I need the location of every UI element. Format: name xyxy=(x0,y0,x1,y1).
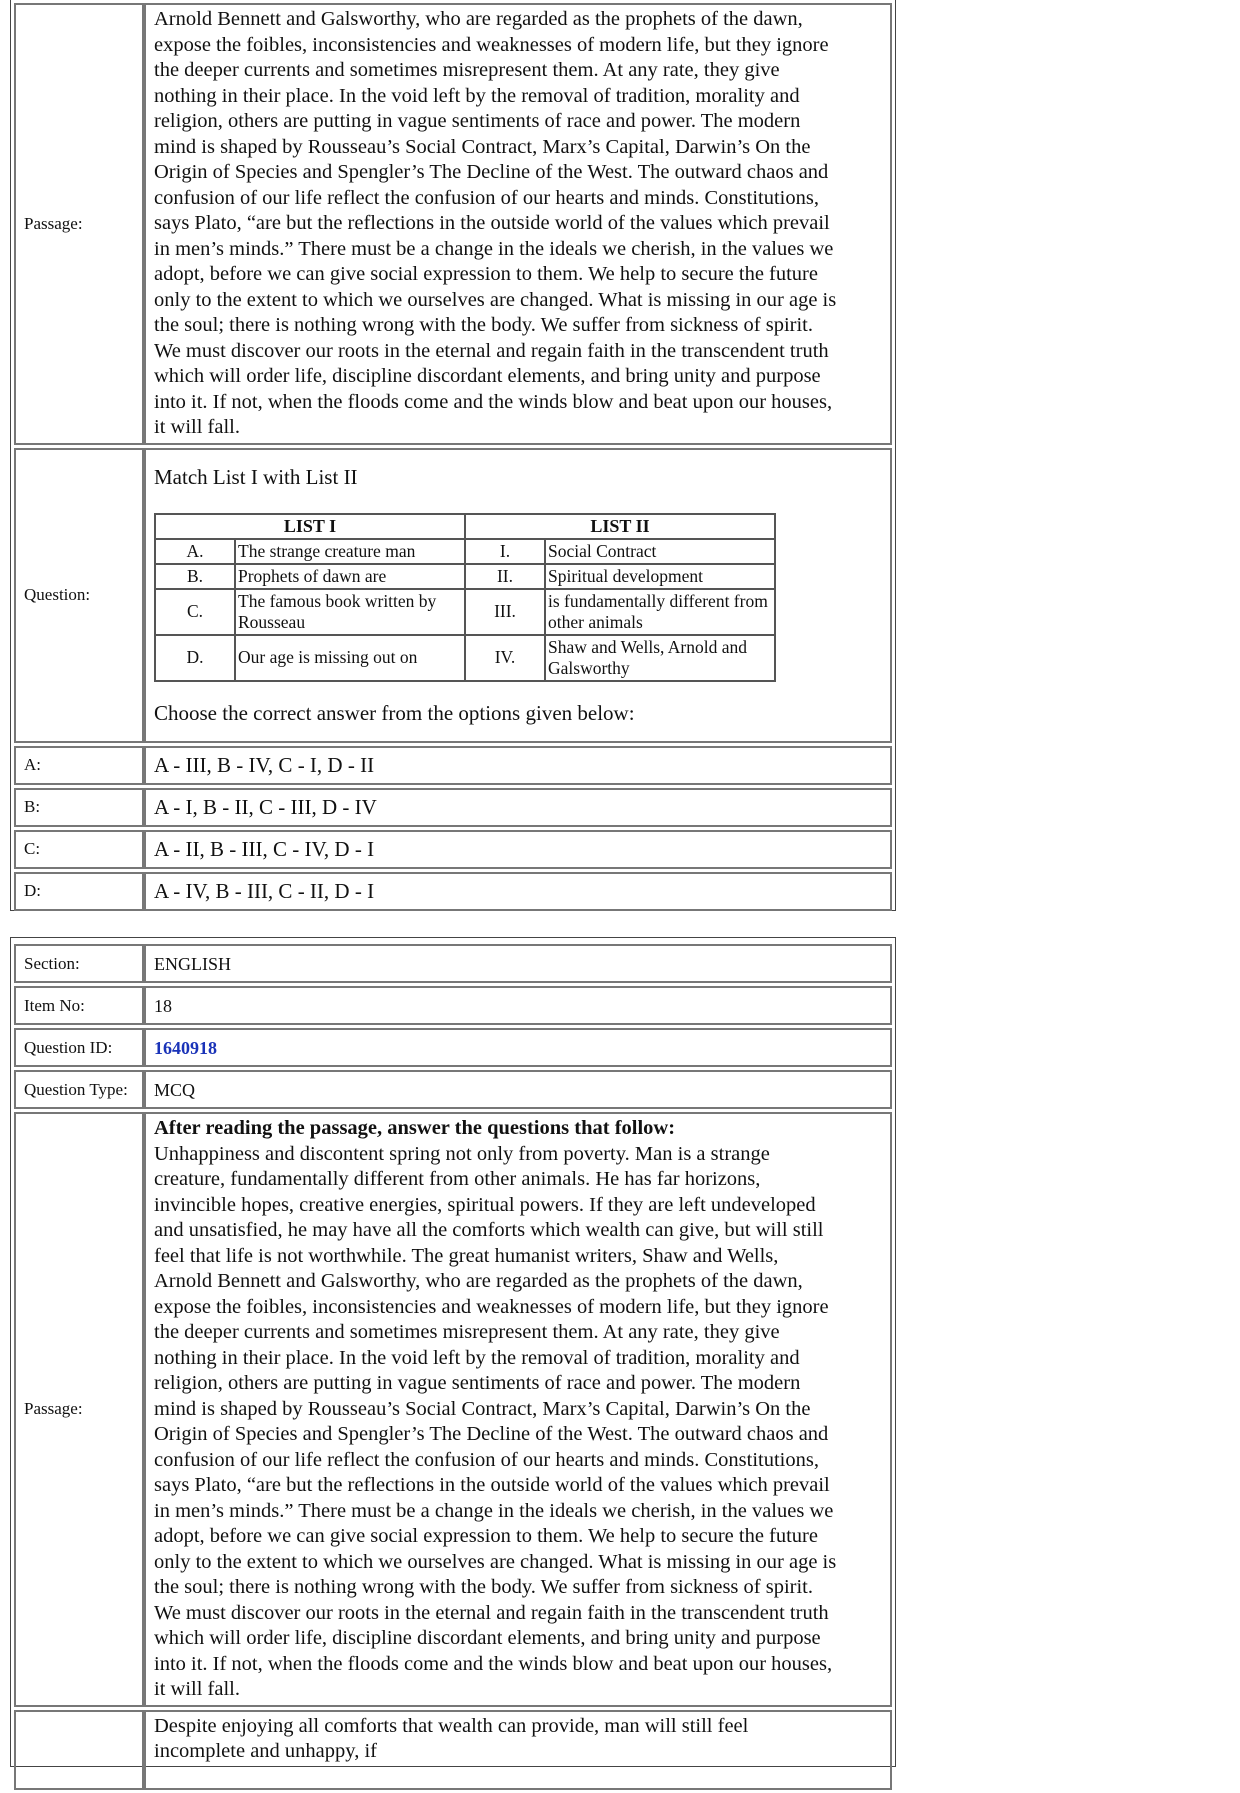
passage-line: adopt, before we can give social expression to them. We help to secure the future xyxy=(154,263,818,285)
passage-line: it will fall. xyxy=(154,416,240,438)
passage-line: Arnold Bennett and Galsworthy, who are regarded as the prophets of the dawn, xyxy=(154,8,803,30)
option-label: C: xyxy=(14,830,144,869)
passage-line: only to the extent to which we ourselves are changed. What is missing in our age is xyxy=(154,288,837,311)
option-text: A - I, B - II, C - III, D - IV xyxy=(144,788,892,827)
passage-line: feel that life is not worthwhile. The great humanist writers, Shaw and Wells, xyxy=(154,1244,779,1267)
passage-line: which will order life, discipline discordant elements, and bring unity and purpose xyxy=(154,365,821,387)
question-line: incomplete and unhappy, if xyxy=(154,1740,377,1762)
passage-line: says Plato, “are but the reflections in the outside world of the values which prevail xyxy=(154,212,830,234)
list-2-item: Shaw and Wells, Arnold and Galsworthy xyxy=(545,635,775,681)
choose-instruction: Choose the correct answer from the options given below: xyxy=(154,700,635,725)
passage-text xyxy=(154,1116,882,1703)
question-cell xyxy=(144,448,892,743)
passage-line: the soul; there is nothing wrong with the body. We suffer from sickness of spirit. xyxy=(154,314,814,336)
list-1-item: The strange creature man xyxy=(235,539,465,564)
option-row xyxy=(14,872,892,911)
option-text: A - IV, B - III, C - II, D - I xyxy=(144,872,892,911)
passage-line: We must discover our roots in the eternal and regain faith in the transcendent truth xyxy=(154,1601,829,1624)
list-1-item: Prophets of dawn are xyxy=(235,564,465,589)
list-1-letter: B. xyxy=(155,564,235,589)
option-row xyxy=(14,830,892,869)
match-row xyxy=(155,564,775,589)
passage-line: the soul; there is nothing wrong with the body. We suffer from sickness of spirit. xyxy=(154,1576,814,1598)
passage-line: which will order life, discipline discordant elements, and bring unity and purpose xyxy=(154,1627,821,1649)
option-label: D: xyxy=(14,872,144,911)
passage-row xyxy=(14,3,892,445)
section-value: ENGLISH xyxy=(144,944,892,983)
passage-line: expose the foibles, inconsistencies and weaknesses of modern life, but they ignore xyxy=(154,1295,829,1318)
option-text: A - III, B - IV, C - I, D - II xyxy=(144,746,892,785)
option-label: B: xyxy=(14,788,144,827)
question-label: Question: xyxy=(14,448,144,743)
option-label: A: xyxy=(14,746,144,785)
question-type-row xyxy=(14,1070,892,1109)
question-cell xyxy=(144,1710,892,1790)
question-id-cell xyxy=(144,1028,892,1067)
passage-line: nothing in their place. In the void left by the removal of tradition, morality and xyxy=(154,84,800,107)
list-1-letter: A. xyxy=(155,539,235,564)
list-2-header: LIST II xyxy=(465,514,775,539)
question-type-value: MCQ xyxy=(144,1070,892,1109)
passage-line: only to the extent to which we ourselves are changed. What is missing in our age is xyxy=(154,1550,837,1573)
item-no-label: Item No: xyxy=(14,986,144,1025)
passage-line: confusion of our life reflect the confusion of our hearts and minds. Constitutions, xyxy=(154,1448,819,1471)
list-2-item: Spiritual development xyxy=(545,564,775,589)
passage-row xyxy=(14,1112,892,1707)
passage-line: and unsatisfied, he may have all the comforts which wealth can give, but will still xyxy=(154,1219,824,1241)
passage-line: We must discover our roots in the eternal and regain faith in the transcendent truth xyxy=(154,339,829,362)
list-1-letter: C. xyxy=(155,589,235,635)
question-table xyxy=(14,941,892,1793)
question-block-17 xyxy=(10,0,896,911)
passage-line: the deeper currents and sometimes misrepresent them. At any rate, they give xyxy=(154,59,780,81)
passage-line: invincible hopes, creative energies, spiritual powers. If they are left undeveloped xyxy=(154,1193,816,1216)
passage-line: adopt, before we can give social expression to them. We help to secure the future xyxy=(154,1525,818,1547)
passage-cell xyxy=(144,3,892,445)
passage-text xyxy=(154,7,882,441)
match-row xyxy=(155,589,775,635)
match-header-row xyxy=(155,514,775,539)
list-1-header: LIST I xyxy=(155,514,465,539)
passage-line: Arnold Bennett and Galsworthy, who are regarded as the prophets of the dawn, xyxy=(154,1270,803,1292)
item-no-row xyxy=(14,986,892,1025)
passage-line: confusion of our life reflect the confusion of our hearts and minds. Constitutions, xyxy=(154,186,819,209)
passage-line: creature, fundamentally different from other animals. He has far horizons, xyxy=(154,1168,761,1190)
passage-line: religion, others are putting in vague sentiments of race and power. The modern xyxy=(154,110,801,132)
passage-line: expose the foibles, inconsistencies and weaknesses of modern life, but they ignore xyxy=(154,33,829,56)
passage-line: in men’s minds.” There must be a change in the ideals we cherish, in the values we xyxy=(154,1499,834,1522)
passage-cell xyxy=(144,1112,892,1707)
passage-line: Unhappiness and discontent spring not only from poverty. Man is a strange xyxy=(154,1142,770,1165)
passage-line: Origin of Species and Spengler’s The Decline of the West. The outward chaos and xyxy=(154,1423,829,1445)
question-title: Match List I with List II xyxy=(154,464,358,489)
passage-line: in men’s minds.” There must be a change in the ideals we cherish, in the values we xyxy=(154,237,834,260)
question-line: Despite enjoying all comforts that wealth can provide, man will still feel xyxy=(154,1714,749,1737)
match-row xyxy=(155,635,775,681)
question-id-row xyxy=(14,1028,892,1067)
question-table xyxy=(14,0,892,914)
question-text xyxy=(154,1714,882,1765)
passage-heading: After reading the passage, answer the questions that follow: xyxy=(154,1117,676,1139)
passage-line: it will fall. xyxy=(154,1678,240,1700)
passage-line: mind is shaped by Rousseau’s Social Contract, Marx’s Capital, Darwin’s On the xyxy=(154,1397,811,1420)
list-2-numeral: I. xyxy=(465,539,545,564)
passage-label: Passage: xyxy=(14,1112,144,1707)
question-label-empty xyxy=(14,1710,144,1790)
passage-line: Origin of Species and Spengler’s The Decline of the West. The outward chaos and xyxy=(154,161,829,183)
passage-label: Passage: xyxy=(14,3,144,445)
question-row xyxy=(14,1710,892,1790)
list-2-numeral: II. xyxy=(465,564,545,589)
question-type-label: Question Type: xyxy=(14,1070,144,1109)
question-id-label: Question ID: xyxy=(14,1028,144,1067)
question-id-value: 1640918 xyxy=(154,1037,217,1058)
passage-line: mind is shaped by Rousseau’s Social Contract, Marx’s Capital, Darwin’s On the xyxy=(154,135,811,158)
option-text: A - II, B - III, C - IV, D - I xyxy=(144,830,892,869)
passage-line: into it. If not, when the floods come and the winds blow and beat upon our houses, xyxy=(154,1652,833,1675)
list-2-numeral: III. xyxy=(465,589,545,635)
question-block-18 xyxy=(10,937,896,1767)
passage-line: nothing in their place. In the void left by the removal of tradition, morality and xyxy=(154,1346,800,1369)
list-2-numeral: IV. xyxy=(465,635,545,681)
section-label: Section: xyxy=(14,944,144,983)
option-row xyxy=(14,788,892,827)
item-no-value: 18 xyxy=(144,986,892,1025)
list-1-item: Our age is missing out on xyxy=(235,635,465,681)
passage-line: religion, others are putting in vague sentiments of race and power. The modern xyxy=(154,1372,801,1394)
option-row xyxy=(14,746,892,785)
match-list-table xyxy=(154,513,776,682)
list-2-item: Social Contract xyxy=(545,539,775,564)
list-2-item: is fundamentally different from other animals xyxy=(545,589,775,635)
list-1-item: The famous book written by Rousseau xyxy=(235,589,465,635)
passage-line: the deeper currents and sometimes misrepresent them. At any rate, they give xyxy=(154,1321,780,1343)
passage-line: says Plato, “are but the reflections in the outside world of the values which prevail xyxy=(154,1474,830,1496)
passage-line: into it. If not, when the floods come and the winds blow and beat upon our houses, xyxy=(154,390,833,413)
match-row xyxy=(155,539,775,564)
question-row xyxy=(14,448,892,743)
section-row xyxy=(14,944,892,983)
list-1-letter: D. xyxy=(155,635,235,681)
